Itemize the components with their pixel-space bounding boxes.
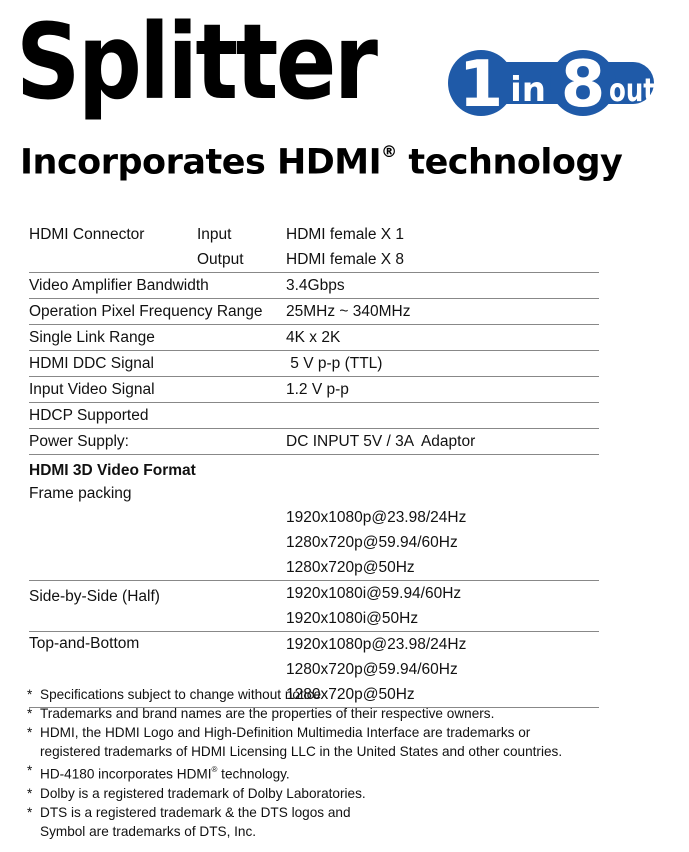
spec-row-bandwidth <box>29 273 599 299</box>
footnote-text: registered trademarks of HDMI Licensing LLC in the United States and other countries. <box>40 744 563 759</box>
badge-number-8: 8 <box>560 48 606 118</box>
format3d-value: 1920x1080p@23.98/24Hz <box>286 636 467 653</box>
spec-value: 4K x 2K <box>286 329 341 346</box>
spec-label: Input Video Signal <box>29 381 155 398</box>
footnote <box>27 723 677 761</box>
spec-value: 1.2 V p-p <box>286 381 349 398</box>
spec-value: 3.4Gbps <box>286 277 345 294</box>
format3d-label: Top-and-Bottom <box>29 635 140 652</box>
format3d-value: 1920x1080p@23.98/24Hz <box>286 509 467 526</box>
spec-label: Video Amplifier Bandwidth <box>29 277 209 294</box>
format3d-value: 1920x1080i@50Hz <box>286 610 419 627</box>
spec-value: HDMI female X 1 <box>286 226 405 243</box>
spec-label: HDMI Connector <box>29 226 145 243</box>
footnote-text: Trademarks and brand names are the properties of their respective owners. <box>40 706 495 721</box>
footnote <box>27 761 677 784</box>
format3d-value: 1280x720p@50Hz <box>286 686 415 703</box>
spec-row-ddc-signal <box>29 351 599 377</box>
footnote-text: DTS is a registered trademark & the DTS logos and <box>40 804 351 820</box>
footnote-text: Specifications subject to change without notice <box>40 687 322 702</box>
spec-label: HDCP Supported <box>29 407 149 424</box>
footnote-registered-mark: ® <box>211 765 218 774</box>
subtitle-text-end: technology <box>396 142 623 183</box>
format3d-heading: HDMI 3D Video Format <box>29 462 196 479</box>
spec-value: DC INPUT 5V / 3A Adaptor <box>286 433 476 450</box>
footnote <box>27 784 677 803</box>
spec-row-link-range <box>29 325 599 351</box>
spec-row-power <box>29 429 599 455</box>
spec-value: 25MHz ~ 340MHz <box>286 303 411 320</box>
spec-row-connector <box>29 222 599 273</box>
footnote-text: Symbol are trademarks of DTS, Inc. <box>40 823 257 839</box>
format3d-value: 1280x720p@59.94/60Hz <box>286 661 458 678</box>
badge-word-out: out <box>609 71 655 109</box>
footnote-text: technology. <box>217 766 290 782</box>
spec-label: HDMI DDC Signal <box>29 355 154 372</box>
spec-label: Single Link Range <box>29 329 155 346</box>
footnote-asterisk: * <box>27 687 33 702</box>
footnote-asterisk: * <box>27 804 33 820</box>
page-title: Splitter <box>16 1 376 123</box>
spec-row-pixel-frequency <box>29 299 599 325</box>
spec-value: 5 V p-p (TTL) <box>286 355 383 372</box>
footnote-asterisk: * <box>27 706 33 721</box>
badge-word-in: in <box>510 70 546 110</box>
one-in-eight-out-badge <box>448 48 664 118</box>
format3d-side-by-side <box>29 581 599 632</box>
footnote-text: HDMI, the HDMI Logo and High-Definition Multimedia Interface are trademarks or <box>40 725 531 740</box>
spec-label: Power Supply: <box>29 433 129 450</box>
footnote-text: Dolby is a registered trademark of Dolby Laboratories. <box>40 785 366 801</box>
footnote-asterisk: * <box>27 725 33 740</box>
format3d-value: 1280x720p@50Hz <box>286 559 415 576</box>
spec-label: Operation Pixel Frequency Range <box>29 303 263 320</box>
format3d-label: Frame packing <box>29 485 132 502</box>
footnote-text: HD-4180 incorporates HDMI <box>40 766 212 782</box>
spec-value: HDMI female X 8 <box>286 251 405 268</box>
format3d-value: 1920x1080i@59.94/60Hz <box>286 585 462 602</box>
footnote <box>27 685 677 704</box>
subtitle-text-start: Incorporates HDMI <box>20 142 382 183</box>
footnote-asterisk: * <box>27 785 33 801</box>
page-subtitle <box>20 134 622 185</box>
footnote <box>27 704 677 723</box>
format3d-value: 1280x720p@59.94/60Hz <box>286 534 458 551</box>
spec-row-input-video <box>29 377 599 403</box>
spec-sublabel-output: Output <box>197 251 244 268</box>
badge-number-1: 1 <box>458 48 504 118</box>
footnotes <box>27 685 677 841</box>
spec-row-hdcp <box>29 403 599 429</box>
spec-table <box>29 222 599 708</box>
spec-sublabel-input: Input <box>197 226 232 243</box>
footnote-asterisk: * <box>27 763 33 778</box>
subtitle-registered-mark: ® <box>381 142 397 161</box>
format3d-frame-packing <box>29 455 599 581</box>
footnote <box>27 803 677 841</box>
format3d-label: Side-by-Side (Half) <box>29 588 160 605</box>
